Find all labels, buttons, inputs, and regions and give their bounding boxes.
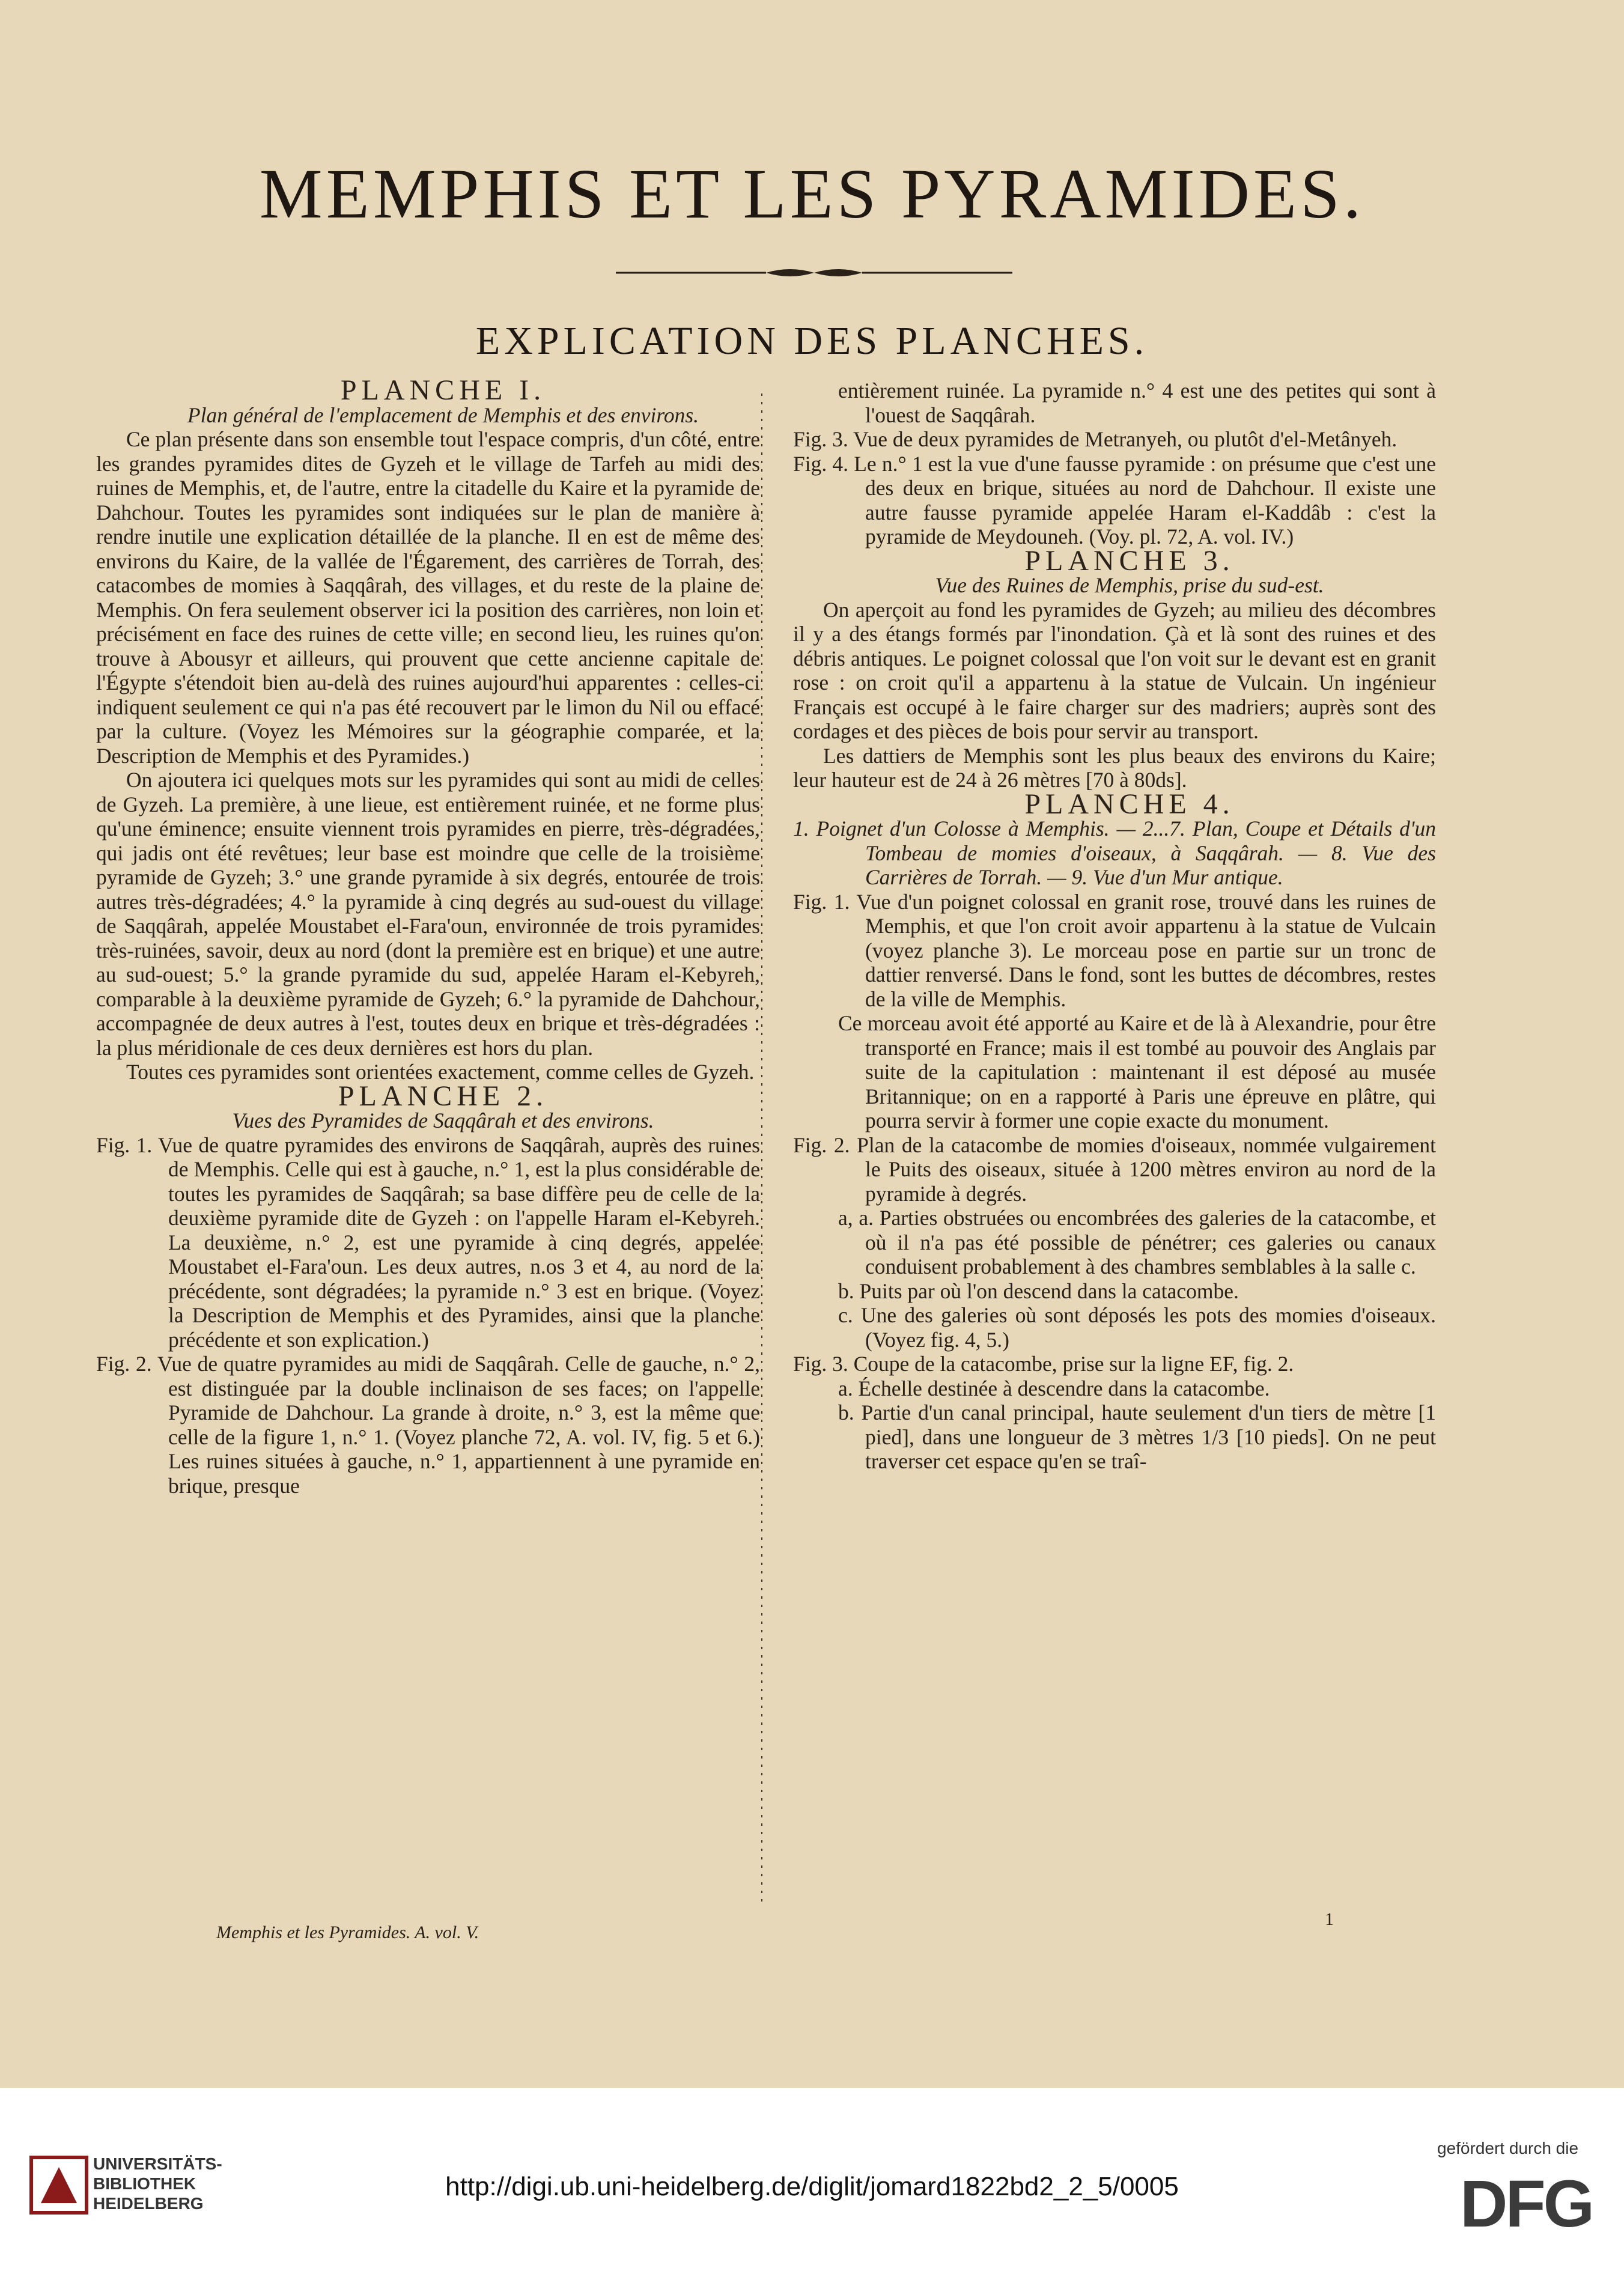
plate-4-figure-3: Fig. 3. Coupe de la catacombe, prise sur la ligne EF, fig. 2. bbox=[793, 1352, 1294, 1376]
logo-line-2: BIBLIOTHEK bbox=[93, 2174, 196, 2193]
funding-label: gefördert durch die bbox=[1437, 2139, 1579, 2157]
plate-4-figure-1-note: Ce morceau avoit été apporté au Kaire et de là à Alexandrie, pour être transporté en France; mais il est tombé au pouvoir des Anglais par suite de la capitulation : maintenant il est déposé au musée Britannique; on en a rapporté à Paris une épreuve en plâtre, qui pourra servir à former une copie exacte du monument. bbox=[838, 1011, 1436, 1132]
plate-4-figure-3-a: a. Échelle destinée à descendre dans la catacombe. bbox=[838, 1376, 1270, 1400]
footer-caption: Memphis et les Pyramides. A. vol. V. bbox=[216, 1923, 479, 1942]
plate-4-figure-1: Fig. 1. Vue d'un poignet colossal en granit rose, trouvé dans les ruines de Memphis, et que l'on croit avoir appartenu à la statue de Vulcain (voyez planche 3). Le morceau pose en partie sur un tronc de dattier renversé. Dans le fond, sont les buttes de décombres, restes de la ville de Memphis. bbox=[793, 889, 1436, 1011]
plate-2-figure-3: Fig. 3. Vue de deux pyramides de Metranyeh, ou plutôt d'el-Metânyeh. bbox=[793, 427, 1397, 451]
plate-3-heading: PLANCHE 3. bbox=[1024, 544, 1235, 577]
logo-line-1: UNIVERSITÄTS- bbox=[93, 2154, 222, 2173]
plate-2-caption: Vues des Pyramides de Saqqârah et des environs. bbox=[232, 1108, 654, 1132]
left-column bbox=[96, 374, 760, 1498]
ornamental-rule bbox=[616, 264, 1012, 281]
plate-1-paragraph-1: Ce plan présente dans son ensemble tout l'espace compris, d'un côté, entre les grandes pyramides dites de Gyzeh et le village de Tarfeh au midi des ruines de Memphis, et, de l'autre, entre la citadelle du Kaire et la pyramide de Dahchour. Toutes les pyramides sont indiquées sur le plan de manière à rendre inutile une explication détaillée de la planche. Il en est de même des environs du Kaire, de la vallée de l'Égarement, des carrières de Torrah, des catacombes de momies à Saqqârah, des villages, et du reste de la plaine de Memphis. On fera seulement observer ici la position des carrières, non loin et précisément en face des ruines de cette ville; en second lieu, les ruines qu'on trouve à Abousyr et ailleurs, qui prouvent que cette ancienne capitale de l'Égypte s'étendoit bien au-delà des ruines aujourd'hui apparentes : celles-ci indiquent seulement ce qui n'a pas été recouvert par le limon du Nil ou effacé par la culture. (Voyez les Mémoires sur la géographie comparée, et la Description de Memphis et des Pyramides.) bbox=[96, 427, 760, 768]
plate-4-figure-2-a: a, a. Parties obstruées ou encombrées des galeries de la catacombe, et où il n'a pas été possible de pénétrer; ces galeries ou canaux conduisent probablement à des chambres semblables à la salle c. bbox=[838, 1206, 1436, 1278]
plate-3-paragraph-1: On aperçoit au fond les pyramides de Gyzeh; au milieu des décombres il y a des étangs formés par l'inondation. Çà et là sont des ruines et des débris antiques. Le poignet colossal que l'on voit sur le devant est en granit rose : on croit qu'il a appartenu à la statue de Vulcain. Un ingénieur Français est occupé à le faire charger sur des madriers; auprès sont des cordages et des pièces de bois pour servir au transport. bbox=[793, 597, 1436, 743]
plate-1-caption: Plan général de l'emplacement de Memphis et des environs. bbox=[187, 403, 699, 427]
plate-4-figure-2-c: c. Une des galeries où sont déposés les pots des momies d'oiseaux. (Voyez fig. 4, 5.) bbox=[838, 1303, 1436, 1352]
dfg-logo: DFG bbox=[1460, 2167, 1593, 2241]
plate-3-caption: Vue des Ruines de Memphis, prise du sud-est. bbox=[935, 573, 1324, 597]
plate-1-paragraph-3: Toutes ces pyramides sont orientées exactement, comme celles de Gyzeh. bbox=[126, 1060, 755, 1084]
right-column bbox=[793, 378, 1436, 1474]
plate-2-figure-2: Fig. 2. Vue de quatre pyramides au midi de Saqqârah. Celle de gauche, n.° 2, est distinguée par la double inclinaison de ses faces; on l'appelle Pyramide de Dahchour. La grande à droite, n.° 3, est la même que celle de la figure 1, n.° 1. (Voyez planche 72, A. vol. IV, fig. 5 et 6.) Les ruines situées à gauche, n.° 1, appartiennent à une pyramide en brique, presque bbox=[96, 1352, 760, 1498]
plate-4-summary: 1. Poignet d'un Colosse à Memphis. — 2...7. Plan, Coupe et Détails d'un Tombeau de momies d'oiseaux, à Saqqârah. — 8. Vue des Carrières de Torrah. — 9. Vue d'un Mur antique. bbox=[793, 816, 1436, 889]
section-title: EXPLICATION DES PLANCHES. bbox=[475, 319, 1149, 363]
plate-1-paragraph-2: On ajoutera ici quelques mots sur les pyramides qui sont au midi de celles de Gyzeh. La première, à une lieue, est entièrement ruinée, et ne forme plus qu'une éminence; ensuite viennent trois pyramides en pierre, très-dégradées, qui jadis ont été revêtues; leur base est moindre que celle de la troisième pyramide de Gyzeh; 3.° une grande pyramide à six degrés, entourée de trois autres très-dégradées; 4.° la pyramide à cinq degrés au sud-ouest du village de Saqqârah, appelée Moustabet el-Fara'oun, environnée de trois pyramides très-ruinées, savoir, deux au nord (dont la première est en brique) et une autre au sud-ouest; 5.° la grande pyramide du sud, appelée Haram el-Kebyreh, comparable à la deuxième pyramide de Gyzeh; 6.° la pyramide de Dahchour, accompagnée de deux autres à l'est, toutes deux en brique et très-dégradées : la plus méridionale de ces deux dernières est hors du plan. bbox=[96, 768, 760, 1060]
plate-4-figure-2: Fig. 2. Plan de la catacombe de momies d'oiseaux, nommée vulgairement le Puits des oiseaux, située à 1200 mètres environ au nord de la pyramide à degrés. bbox=[793, 1132, 1436, 1206]
plate-2-figure-1: Fig. 1. Vue de quatre pyramides des environs de Saqqârah, auprès des ruines de Memphis. Celle qui est à gauche, n.° 1, est la plus considérable de toutes les pyramides de Saqqârah; sa base diffère peu de celle de la deuxième pyramide dite de Gyzeh : on l'appelle Haram el-Kebyreh. La deuxième, n.° 2, est une pyramide à cinq degrés, appelée Moustabet el-Fara'oun. Les deux autres, n.os 3 et 4, au nord de la précédente, sont dégradées; la pyramide n.° 3 est en brique. (Voyez la Description de Memphis et des Pyramides, ainsi que la planche précédente et son explication.) bbox=[96, 1132, 760, 1352]
plate-2-continuation: entièrement ruinée. La pyramide n.° 4 est une des petites qui sont à l'ouest de Saqqârah. bbox=[838, 378, 1436, 427]
permalink-url[interactable]: http://digi.ub.uni-heidelberg.de/diglit/jomard1822bd2_2_5/0005 bbox=[445, 2172, 1179, 2201]
plate-4-heading: PLANCHE 4. bbox=[1024, 788, 1235, 820]
plate-1-heading: PLANCHE I. bbox=[340, 374, 546, 406]
page-title: MEMPHIS ET LES PYRAMIDES. bbox=[259, 154, 1365, 233]
logo-line-3: HEIDELBERG bbox=[93, 2194, 204, 2213]
plate-2-heading: PLANCHE 2. bbox=[338, 1080, 549, 1112]
signature-mark: 1 bbox=[1325, 1909, 1334, 1929]
plate-4-figure-2-b: b. Puits par où l'on descend dans la catacombe. bbox=[838, 1278, 1239, 1303]
plate-2-figure-4: Fig. 4. Le n.° 1 est la vue d'une fausse pyramide : on présume que c'est une des deux en brique, situées au nord de Dahchour. Il existe une autre fausse pyramide appelée Haram el-Kaddâb : c'est la pyramide de Meydouneh. (Voy. pl. 72, A. vol. IV.) bbox=[793, 451, 1436, 549]
library-footer-bar bbox=[0, 2088, 1624, 2280]
plate-3-paragraph-2: Les dattiers de Memphis sont les plus beaux des environs du Kaire; leur hauteur est de 24 à 26 mètres [70 à 80ds]. bbox=[793, 743, 1436, 792]
plate-4-figure-3-b: b. Partie d'un canal principal, haute seulement d'un tiers de mètre [1 pied], dans une longueur de 3 mètres 1/3 [10 pieds]. On ne peut traverser cet espace qu'en se traî- bbox=[838, 1400, 1436, 1473]
